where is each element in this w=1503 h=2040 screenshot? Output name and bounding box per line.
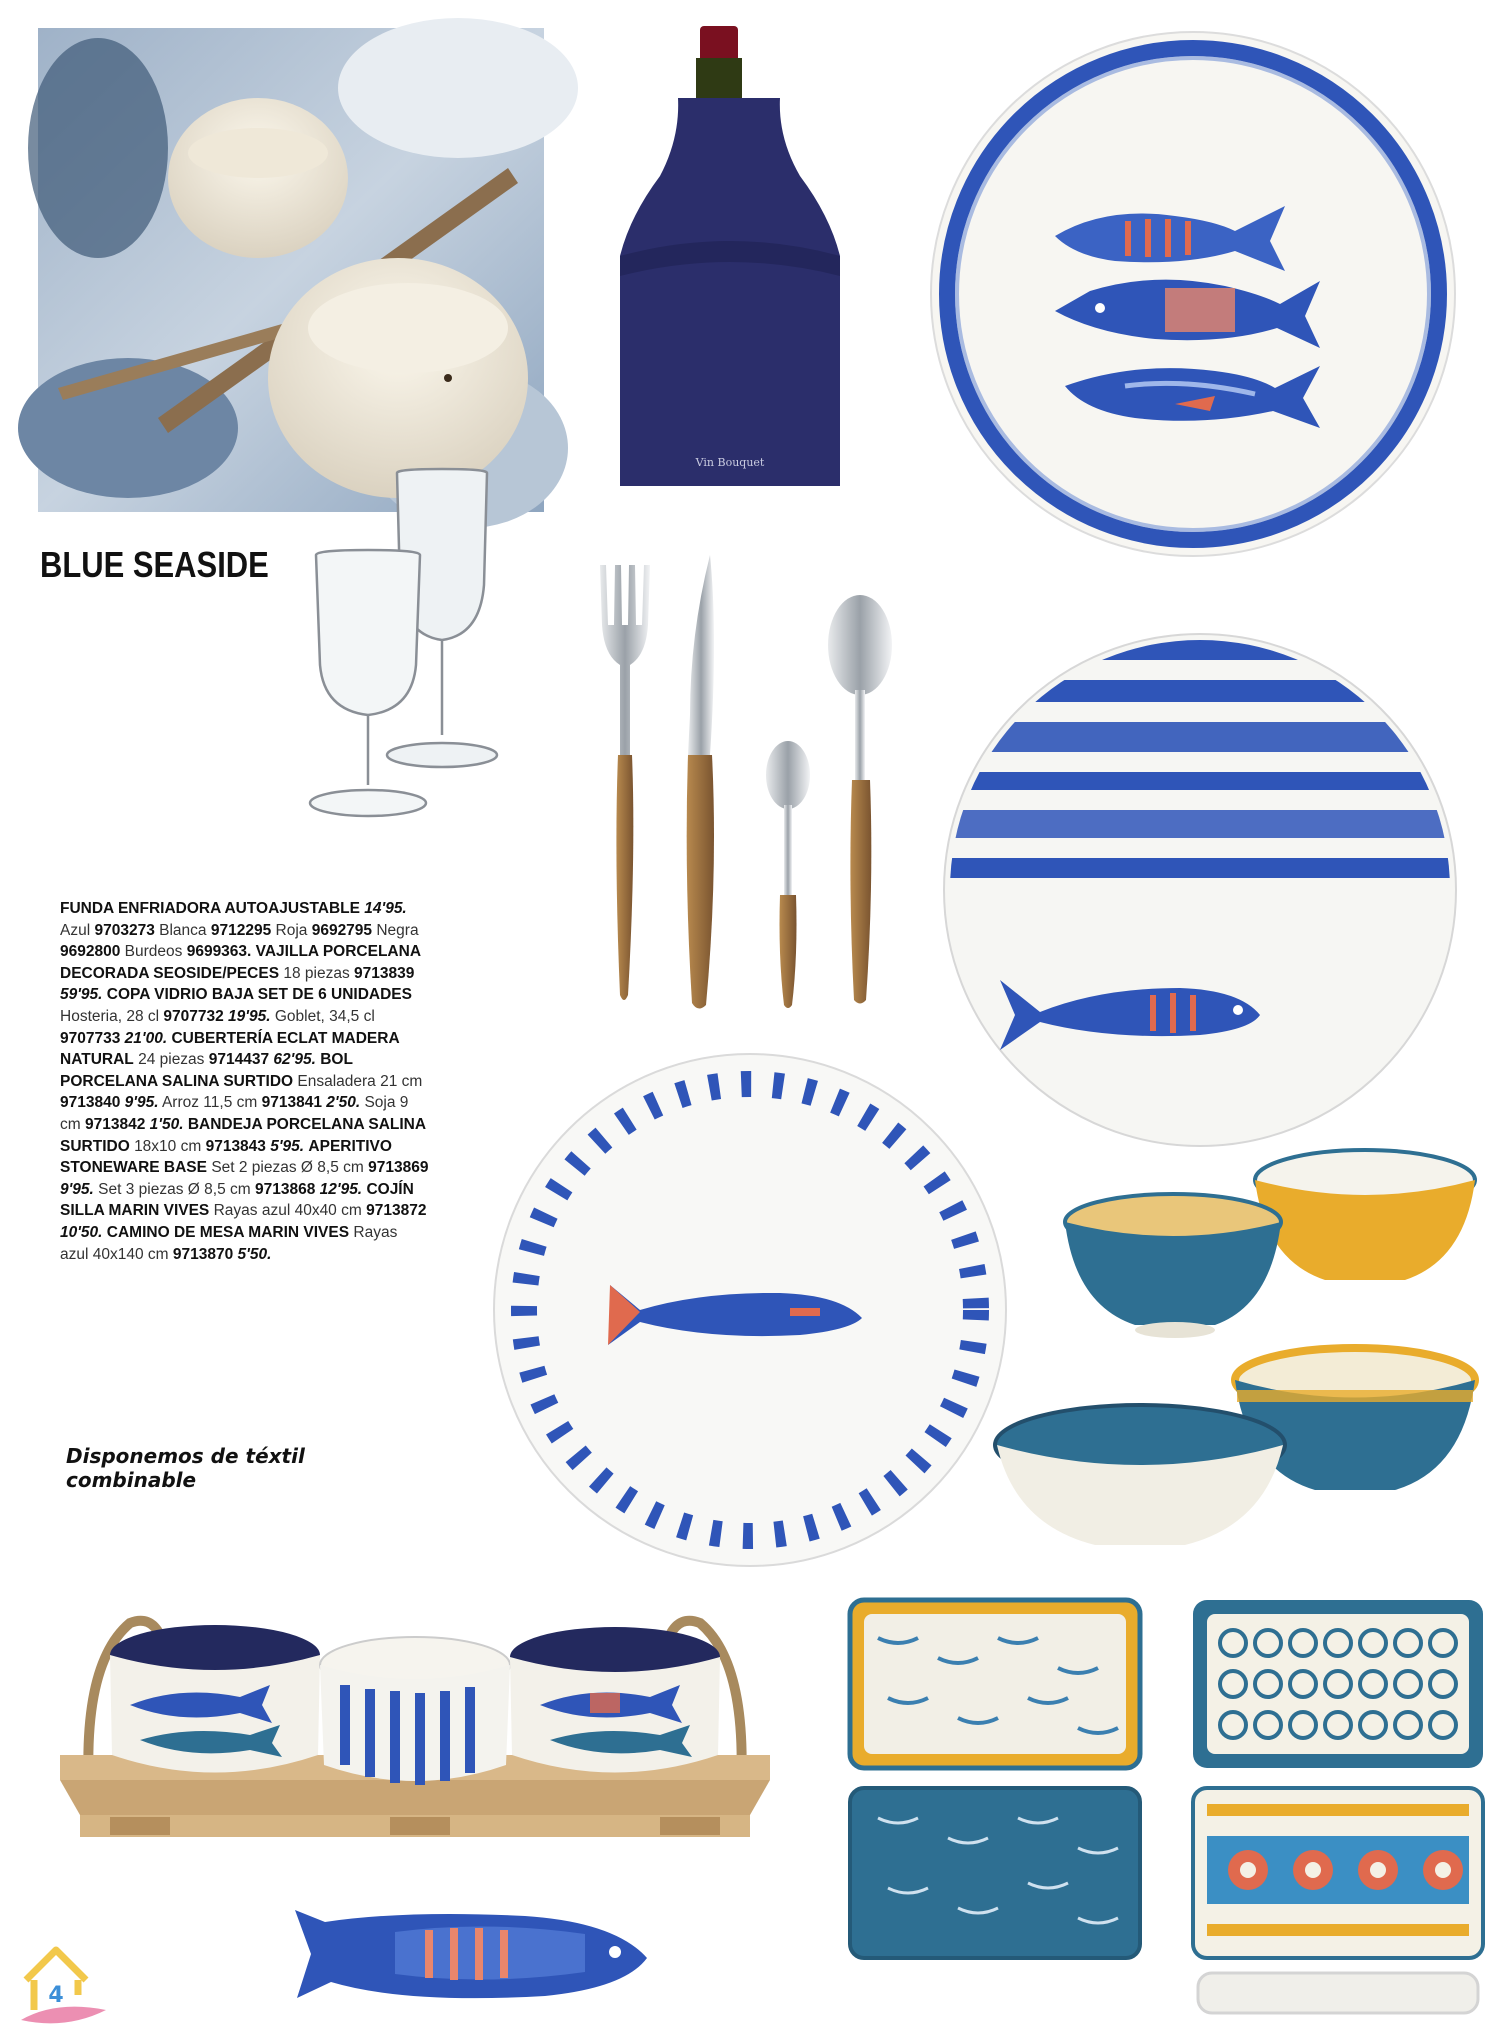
price: 12'95.	[319, 1180, 363, 1198]
candles-photo	[38, 28, 544, 512]
variant: Ensaladera 21 cm	[297, 1072, 423, 1090]
product-name: FUNDA ENFRIADORA AUTOAJUSTABLE	[60, 900, 360, 917]
price: 5'50.	[237, 1245, 272, 1263]
variant: Burdeos	[124, 943, 183, 961]
price: 1'50.	[149, 1115, 184, 1133]
reference: 9692800	[60, 943, 121, 961]
salina-trays	[848, 1598, 1488, 2038]
reference: 9713870	[172, 1245, 234, 1263]
dashed-rim-fish-plate	[490, 1050, 1010, 1570]
variant: 24 piezas	[138, 1051, 205, 1069]
knife	[687, 555, 714, 1009]
page-number: 4	[48, 1983, 64, 2008]
reference: 9713872	[366, 1202, 427, 1220]
fish-dinner-plate	[925, 26, 1461, 562]
product-name: CAMINO DE MESA MARIN VIVES	[106, 1223, 350, 1241]
reference: 9713841	[261, 1094, 322, 1112]
reference: 9699363.	[186, 943, 252, 961]
reference: 9703273	[94, 921, 155, 939]
price: 5'95.	[270, 1137, 305, 1155]
variant: Set 2 piezas Ø 8,5 cm	[211, 1159, 364, 1177]
variant: Roja	[275, 921, 308, 939]
price: 19'95.	[228, 1007, 271, 1025]
reference: 9692795	[311, 921, 373, 939]
product-name: BOL PORCELANA SALINA SURTIDO	[60, 1051, 353, 1090]
tablespoon	[828, 595, 892, 1004]
bowl-leaf-pattern	[995, 1405, 1285, 1545]
price: 21'00.	[124, 1029, 168, 1047]
striped-fish-plate	[940, 630, 1460, 1150]
textile-note	[66, 1444, 396, 1492]
section-title: BLUE SEASIDE	[40, 544, 269, 585]
price: 9'95.	[124, 1094, 159, 1112]
wine-cooler-sleeve	[600, 26, 860, 496]
reference: 9714437	[208, 1051, 270, 1069]
variant: Negra	[376, 921, 419, 939]
variant: Set 3 piezas Ø 8,5 cm	[98, 1180, 251, 1198]
product-name: APERITIVO STONEWARE BASE	[60, 1137, 392, 1177]
teaspoon	[766, 741, 810, 1008]
variant: Blanca	[159, 921, 207, 939]
fish-ramekin-left	[110, 1625, 320, 1773]
wine-cooler-brand: Vin Bouquet	[695, 456, 765, 469]
fish-shaped-dish	[285, 1902, 655, 2006]
variant: Goblet, 34,5 cl	[274, 1007, 375, 1025]
tray-leaf-light	[850, 1600, 1140, 1768]
tray-circles	[1193, 1600, 1483, 1768]
price: 9'95.	[60, 1180, 94, 1198]
variant: Rayas azul 40x40 cm	[213, 1202, 362, 1220]
note-line-2: combinable	[66, 1468, 197, 1492]
price: 10'50.	[60, 1223, 103, 1241]
price: 2'50.	[326, 1094, 361, 1112]
price: 14'95.	[364, 900, 407, 917]
page-number-house-icon	[6, 1940, 116, 2030]
reference: 9713839	[354, 964, 415, 982]
reference: 9707733	[60, 1029, 121, 1047]
bowl-mustard	[1255, 1150, 1475, 1280]
reference: 9713868	[254, 1180, 316, 1198]
variant: 18x10 cm	[134, 1137, 202, 1155]
product-name: COJÍN SILLA MARIN VIVES	[60, 1180, 414, 1220]
product-name: VAJILLA PORCELANA DECORADA SEOSIDE/PECES	[60, 943, 421, 982]
reference: 9713869	[368, 1159, 429, 1177]
fish-ramekin-right	[510, 1627, 720, 1773]
price: 59'95.	[60, 986, 103, 1004]
reference: 9713843	[205, 1137, 266, 1155]
fork	[600, 565, 650, 1000]
variant: 18 piezas	[283, 964, 350, 982]
glass-goblets	[312, 465, 572, 825]
note-line-1: Disponemos de téxtil	[66, 1444, 305, 1468]
tray-leaf-dark	[850, 1788, 1140, 1958]
price: 62'95.	[273, 1051, 316, 1069]
tray-stack-edge	[1198, 1973, 1478, 2013]
striped-ramekin	[320, 1637, 510, 1785]
variant: Hosteria, 28 cl	[60, 1007, 160, 1025]
variant: Arroz 11,5 cm	[161, 1094, 258, 1112]
product-description	[60, 898, 430, 1265]
salina-bowls	[975, 1140, 1480, 1560]
product-name: COPA VIDRIO BAJA SET DE 6 UNIDADES	[106, 986, 412, 1004]
reference: 9712295	[210, 921, 272, 939]
variant: Azul	[60, 921, 91, 939]
variant: Rayas azul 40x140 cm	[60, 1223, 398, 1263]
tray-medallion	[1193, 1788, 1483, 1958]
product-name: CUBERTERÍA ECLAT MADERA NATURAL	[60, 1029, 400, 1069]
reference: 9713842	[84, 1115, 146, 1133]
bowl-teal-small	[1065, 1194, 1281, 1338]
reference: 9707732	[163, 1007, 224, 1025]
aperitivo-stoneware-set	[50, 1605, 780, 1865]
product-name: BANDEJA PORCELANA SALINA SURTIDO	[60, 1115, 426, 1155]
cutlery-set	[590, 555, 890, 1015]
reference: 9713840	[60, 1094, 121, 1112]
variant: Soja 9 cm	[60, 1094, 409, 1133]
